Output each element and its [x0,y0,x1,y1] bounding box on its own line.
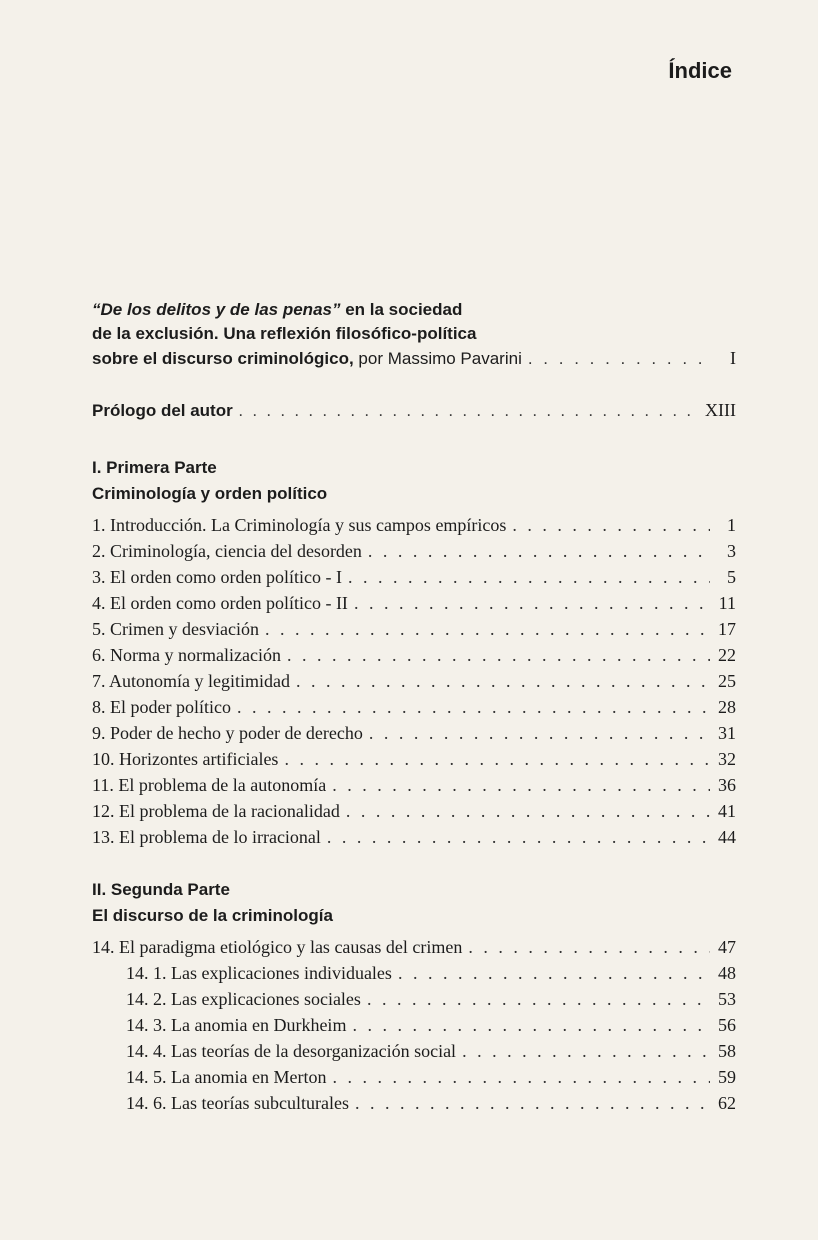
leader-dots [332,1067,710,1088]
toc-entry[interactable] [92,801,736,827]
intro-line-1-rest: en la sociedad [340,300,463,319]
leader-dots [284,749,710,770]
toc-entry[interactable] [92,723,736,749]
toc-entry-page: 28 [718,697,736,717]
part-2-heading: II. Segunda Parte [92,880,230,899]
intro-line-2 [92,322,736,346]
toc-entry-title: 1. Introducción. La Criminología y sus campos empíricos [92,515,507,535]
toc-entry-page: 58 [718,1041,736,1061]
leader-dots [237,697,710,718]
toc-entry-title: 6. Norma y normalización [92,645,281,665]
toc-entry-page: 36 [718,775,736,795]
leader-dots [265,619,710,640]
toc-entry-title: 2. Criminología, ciencia del desorden [92,541,362,561]
toc-entry-title: 10. Horizontes artificiales [92,749,279,769]
toc-entry-page: 59 [718,1067,736,1087]
toc-entry-title: 8. El poder político [92,697,231,717]
toc-entry-title: 7. Autonomía y legitimidad [92,671,290,691]
toc-entry-page: 3 [727,541,736,561]
leader-dots [528,347,710,371]
part-2-entries [92,937,736,1119]
toc-entry[interactable] [92,645,736,671]
part-1-heading: I. Primera Parte [92,458,217,477]
leader-dots [239,403,699,421]
intro-line-2-text: de la exclusión. Una reflexión filosófico-política [92,324,477,343]
toc-entry[interactable] [92,989,736,1015]
toc-entry-title: 12. El problema de la racionalidad [92,801,340,821]
leader-dots [512,515,710,536]
toc-entry-title: 14. El paradigma etiológico y las causas del crimen [92,937,463,957]
part-1-entries [92,515,736,853]
part-2-section [92,877,736,1119]
prologo-page: XIII [705,400,736,420]
toc-entry-page: 56 [718,1015,736,1035]
leader-dots [352,1015,710,1036]
toc-entry-title: 14. 4. Las teorías de la desorganización social [126,1041,457,1061]
toc-entry[interactable] [92,619,736,645]
toc-entry-page: 17 [718,619,736,639]
toc-entry[interactable] [92,963,736,989]
part-1-subheading: Criminología y orden político [92,484,328,503]
leader-dots [332,775,710,796]
toc-entry-title: 14. 5. La anomia en Merton [126,1067,327,1087]
toc-entry[interactable] [92,1015,736,1041]
toc-entry-title: 13. El problema de lo irracional [92,827,321,847]
toc-entry-title: 14. 2. Las explicaciones sociales [126,989,361,1009]
leader-dots [346,801,710,822]
toc-entry-page: 5 [727,567,736,587]
toc-entry-page: 32 [718,749,736,769]
intro-line-3 [92,346,736,370]
leader-dots [369,723,710,744]
leader-dots [367,989,710,1010]
toc-entry-page: 25 [718,671,736,691]
toc-entry[interactable] [92,1093,736,1119]
leader-dots [296,671,710,692]
leader-dots [368,541,710,562]
toc-entry[interactable] [92,541,736,567]
prologo-title: Prólogo del autor [92,401,233,420]
toc-entry-title: 4. El orden como orden político - II [92,593,348,613]
toc-entry-page: 41 [718,801,736,821]
toc-entry[interactable] [92,671,736,697]
intro-entry[interactable] [92,298,736,370]
toc-entry-page: 47 [718,937,736,957]
prologo-entry[interactable] [92,400,736,426]
leader-dots [355,1093,710,1114]
leader-dots [398,963,710,984]
intro-quote-close: ” [331,300,341,319]
toc-entry[interactable] [92,937,736,963]
intro-line-1 [92,298,736,322]
leader-dots [468,937,710,958]
toc-entry-page: 44 [718,827,736,847]
toc-entry-title: 9. Poder de hecho y poder de derecho [92,723,363,743]
toc-entry-title: 14. 3. La anomia en Durkheim [126,1015,347,1035]
toc-entry-title: 14. 1. Las explicaciones individuales [126,963,392,983]
intro-author: por Massimo Pavarini [353,349,522,368]
intro-book-title: De los delitos y de las penas [100,300,332,319]
toc-entry-page: 1 [727,515,736,535]
toc-entry[interactable] [92,827,736,853]
toc-entry-title: 14. 6. Las teorías subculturales [126,1093,349,1113]
leader-dots [327,827,710,848]
toc-entry[interactable] [92,697,736,723]
part-1-section [92,455,736,853]
toc-entry-title: 3. El orden como orden político - I [92,567,342,587]
intro-quote-open: “ [92,300,101,319]
toc-entry-page: 11 [718,593,736,613]
toc-entry[interactable] [92,593,736,619]
toc-entry-page: 31 [718,723,736,743]
toc-entry-page: 53 [718,989,736,1009]
toc-entry-page: 62 [718,1093,736,1113]
toc-entry-page: 22 [718,645,736,665]
page-title: Índice [668,58,732,83]
toc-entry[interactable] [92,515,736,541]
leader-dots [462,1041,710,1062]
toc-entry[interactable] [92,1067,736,1093]
toc-entry-title: 5. Crimen y desviación [92,619,259,639]
toc-entry[interactable] [92,567,736,593]
leader-dots [287,645,710,666]
part-2-subheading: El discurso de la criminología [92,906,333,925]
leader-dots [354,593,710,614]
toc-entry-title: 11. El problema de la autonomía [92,775,327,795]
toc-entry[interactable] [92,775,736,801]
toc-entry[interactable] [92,1041,736,1067]
leader-dots [348,567,710,588]
toc-entry-page: 48 [718,963,736,983]
toc-entry[interactable] [92,749,736,775]
intro-line-3-bold: sobre el discurso criminológico, [92,349,354,368]
intro-page: I [730,348,736,368]
